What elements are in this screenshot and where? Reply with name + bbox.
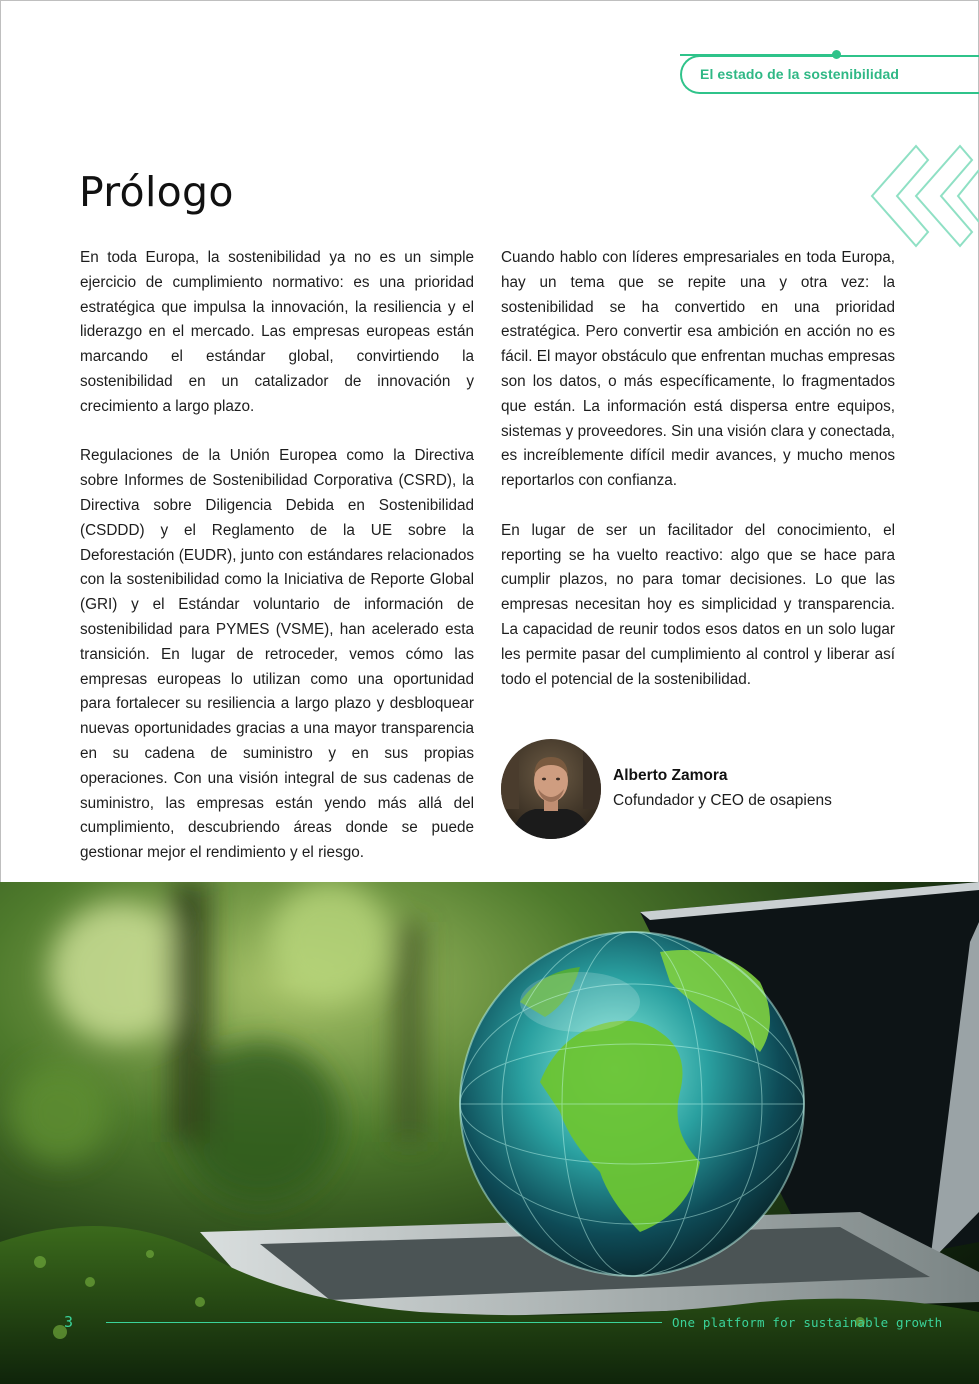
author-role: Cofundador y CEO de osapiens: [613, 792, 832, 809]
right-column: [501, 246, 895, 717]
page-number: 3: [64, 1313, 74, 1331]
hero-image-globe-laptop: [0, 882, 979, 1384]
author-name: Alberto Zamora: [613, 767, 728, 784]
section-label: El estado de la sostenibilidad: [700, 66, 900, 82]
paragraph: En toda Europa, la sostenibilidad ya no es un simple ejercicio de cumplimiento normativo: es una prioridad estratégica que impulsa la innovación, la resiliencia y el liderazgo en el mercado. Las empresas europeas están marcando el estándar global, convirtiendo la sostenibilidad en un catalizador de innovación y crecimiento a largo plazo.: [80, 249, 474, 415]
footer-divider: [106, 1322, 662, 1323]
paragraph: En lugar de ser un facilitador del conocimiento, el reporting se ha vuelto reactivo: algo que se hace para cumplir plazos, no para tomar decisiones. Lo que las empresas necesitan hoy es simplicidad y transparencia. La capacidad de reunir todos esos datos en un solo lugar les permite pasar del cumplimiento al control y liberar así todo el potencial de la sostenibilidad.: [501, 521, 895, 688]
page-title: Prólogo: [79, 168, 234, 216]
left-column: [80, 246, 474, 891]
section-tag-dot: [832, 50, 841, 59]
chevrons-decoration-icon: [868, 140, 979, 252]
paragraph: Regulaciones de la Unión Europea como la Directiva sobre Informes de Sostenibilidad Corporativa (CSRD), la Directiva sobre Diligencia Debida en Sostenibilidad (CSDDD) y el Reglamento de la UE sobre la Deforestación (EUDR), junto con estándares relacionados con la sostenibilidad como la Iniciativa de Reporte Global (GRI) y el Estándar voluntario de información de sostenibilidad para PYMES (VSME), han acelerado esta transición. En lugar de retroceder, vemos cómo las empresas europeas lo utilizan como una oportunidad para fortalecer su resiliencia a largo plazo y desbloquear nuevas oportunidades gracias a una mayor transparencia en su cadena de suministro y en sus propias operaciones. Con una visión integral de sus cadenas de suministro, las empresas están yendo más allá del cumplimiento, descubriendo áreas donde se puede gestionar mejor el rendimiento y el riesgo.: [80, 447, 474, 862]
footer-tagline: One platform for sustainable growth: [672, 1315, 943, 1330]
paragraph: Cuando hablo con líderes empresariales en toda Europa, hay un tema que se repite una y otra vez: la sostenibilidad se ha convertido en una prioridad estratégica. Pero convertir esa ambición en acción no es fácil. El mayor obstáculo que enfrentan muchas empresas son los datos, o más específicamente, lo fragmentados que están. La información está dispersa entre equipos, sistemas y proveedores. Sin una visión clara y conectada, es increíblemente difícil medir avances, y mucho menos reportarlos con confianza.: [501, 249, 895, 490]
section-tag-line: [680, 54, 836, 56]
author-avatar: [501, 739, 601, 839]
